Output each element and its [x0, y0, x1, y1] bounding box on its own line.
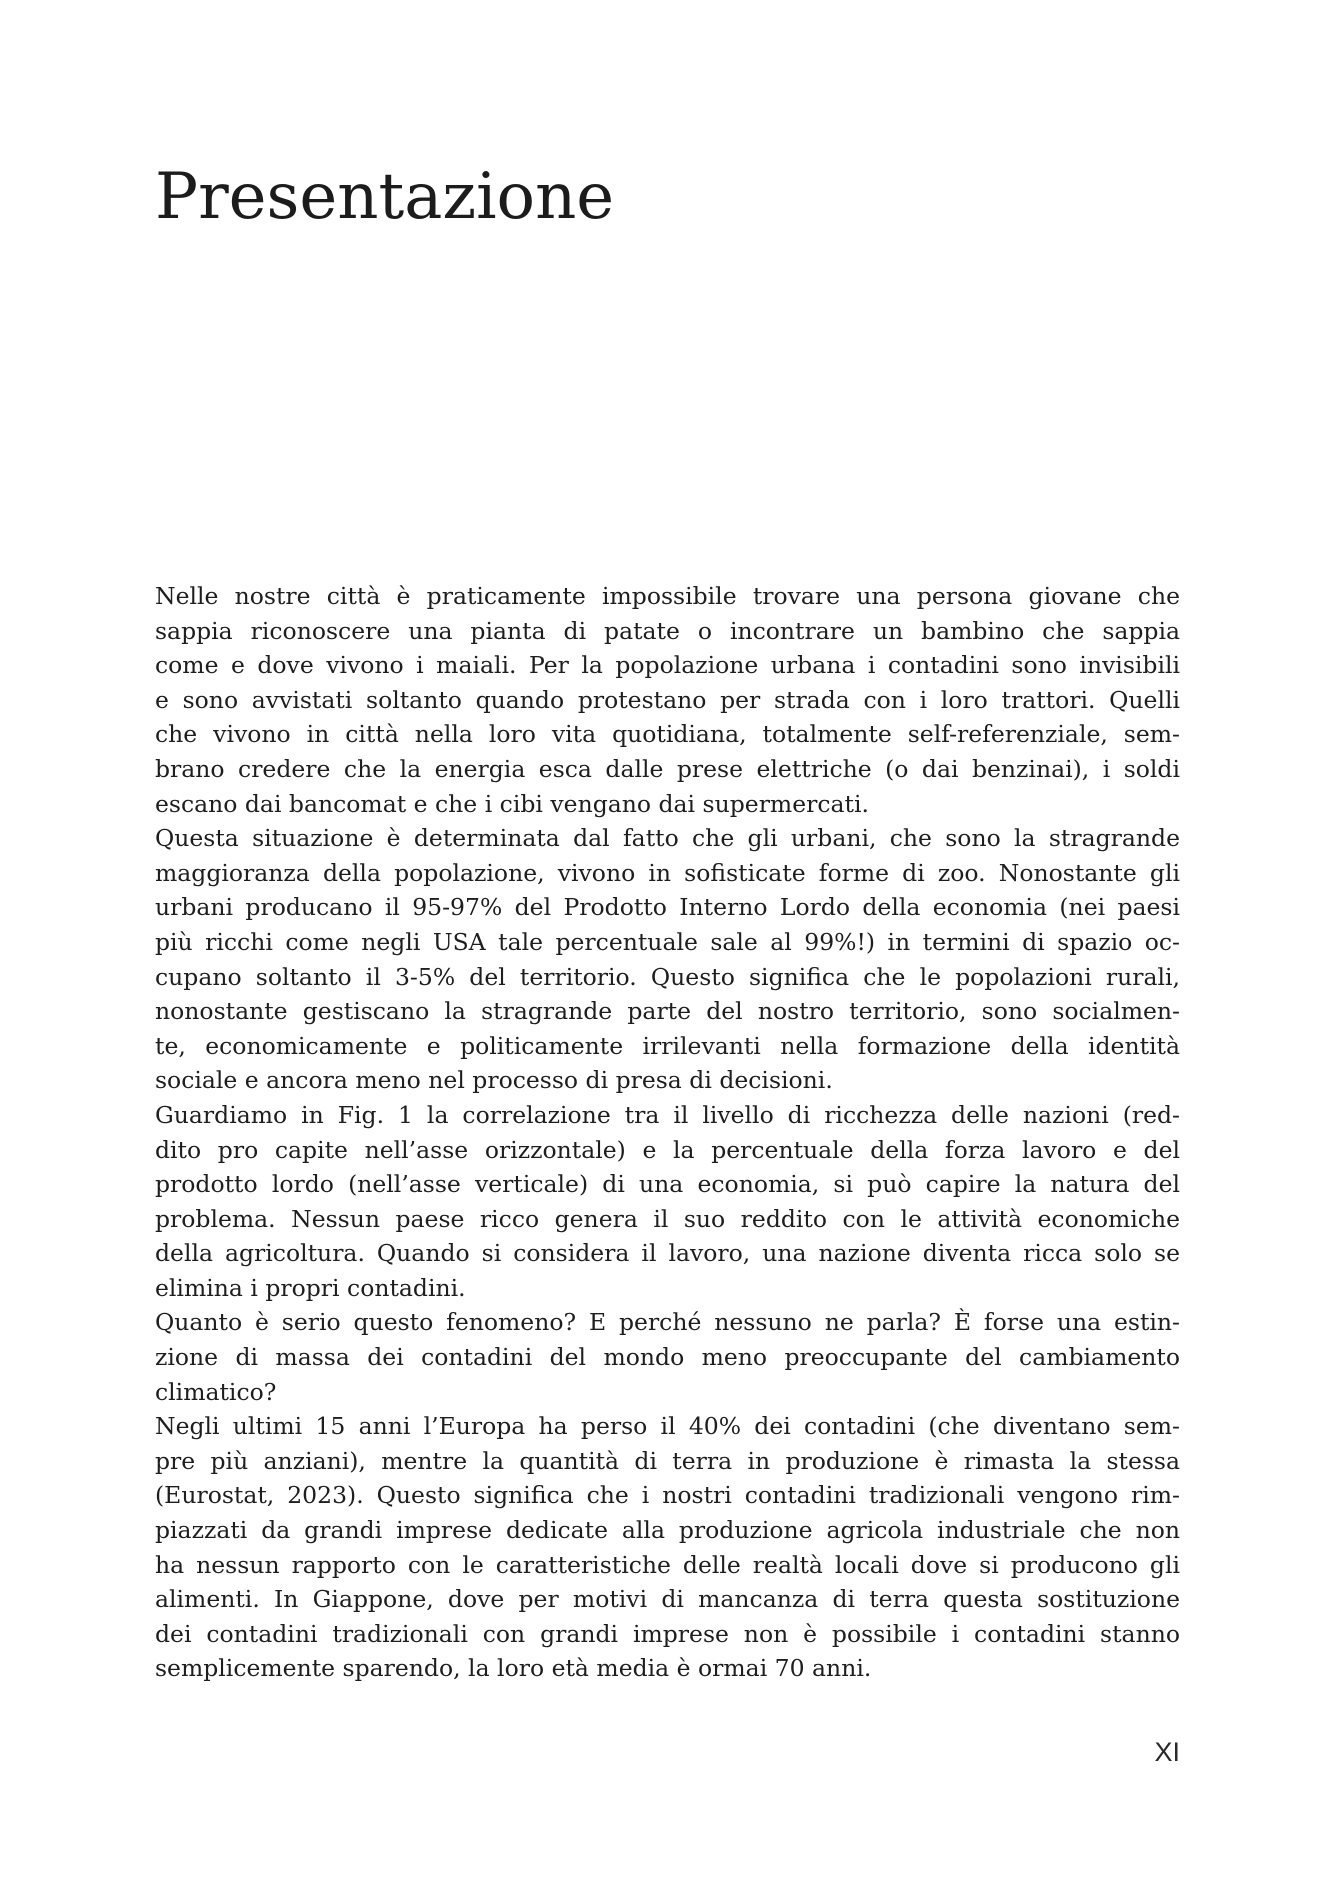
page-title: Presentazione — [155, 160, 615, 234]
page-number: XI — [1154, 1737, 1180, 1767]
text-line: che vivono in città nella loro vita quotidiana, totalmente self-referenziale, sem- — [155, 720, 1180, 749]
text-line: pre più anziani), mentre la quantità di terra in produzione è rimasta la stessa — [155, 1446, 1180, 1475]
text-line: maggioranza della popolazione, vivono in sofisticate forme di zoo. Nonostante gli — [155, 858, 1180, 887]
text-line: e sono avvistati soltanto quando protestano per strada con i loro trattori. Quelli — [155, 685, 1180, 714]
text-line: piazzati da grandi imprese dedicate alla produzione agricola industriale che non — [155, 1516, 1180, 1545]
paragraph-4 — [155, 1305, 1180, 1409]
text-line: cupano soltanto il 3-5% del territorio. Questo significa che le popolazioni rurali, — [155, 962, 1180, 991]
text-line: climatico? — [155, 1377, 277, 1406]
text-line: problema. Nessun paese ricco genera il suo reddito con le attività economiche — [155, 1204, 1180, 1233]
text-line: alimenti. In Giappone, dove per motivi di mancanza di terra questa sostituzione — [155, 1585, 1180, 1614]
text-line: Questa situazione è determinata dal fatto che gli urbani, che sono la stragrande — [155, 824, 1180, 853]
text-line: te, economicamente e politicamente irrilevanti nella formazione della identità — [155, 1031, 1180, 1060]
text-line: sappia riconoscere una pianta di patate o incontrare un bambino che sappia — [155, 616, 1180, 645]
paragraph-3 — [155, 1098, 1180, 1306]
text-line: Negli ultimi 15 anni l’Europa ha perso il 40% dei contadini (che diventano sem- — [155, 1412, 1180, 1441]
text-line: dei contadini tradizionali con grandi imprese non è possibile i contadini stanno — [155, 1619, 1180, 1648]
paragraph-1 — [155, 579, 1180, 821]
paragraph-5 — [155, 1409, 1180, 1686]
text-line: come e dove vivono i maiali. Per la popolazione urbana i contadini sono invisibili — [155, 651, 1180, 680]
text-line: zione di massa dei contadini del mondo meno preoccupante del cambiamento — [155, 1343, 1180, 1372]
text-line: elimina i propri contadini. — [155, 1273, 466, 1302]
text-line: ha nessun rapporto con le caratteristiche delle realtà locali dove si producono gli — [155, 1550, 1180, 1579]
text-line: sociale e ancora meno nel processo di presa di decisioni. — [155, 1066, 833, 1095]
text-line: semplicemente sparendo, la loro età media è ormai 70 anni. — [155, 1654, 872, 1683]
text-line: Nelle nostre città è praticamente impossibile trovare una persona giovane che — [155, 582, 1180, 610]
text-line: della agricoltura. Quando si considera il lavoro, una nazione diventa ricca solo se — [155, 1239, 1180, 1268]
text-line: escano dai bancomat e che i cibi vengano dai supermercati. — [155, 789, 869, 818]
text-line: dito pro capite nell’asse orizzontale) e la percentuale della forza lavoro e del — [155, 1135, 1180, 1164]
text-line: brano credere che la energia esca dalle prese elettriche (o dai benzinai), i soldi — [155, 754, 1180, 783]
text-line: urbani producano il 95-97% del Prodotto Interno Lordo della economia (nei paesi — [155, 893, 1180, 922]
paragraph-2 — [155, 821, 1180, 1098]
text-line: Quanto è serio questo fenomeno? E perché nessuno ne parla? È forse una estin- — [155, 1308, 1180, 1337]
text-line: prodotto lordo (nell’asse verticale) di una economia, si può capire la natura del — [155, 1170, 1180, 1199]
text-line: (Eurostat, 2023). Questo significa che i nostri contadini tradizionali vengono rim- — [155, 1481, 1180, 1510]
body-text — [155, 579, 1180, 1686]
text-line: nonostante gestiscano la stragrande parte del nostro territorio, sono socialmen- — [155, 997, 1180, 1026]
text-line: Guardiamo in Fig. 1 la correlazione tra il livello di ricchezza delle nazioni (red- — [155, 1100, 1180, 1129]
text-line: più ricchi come negli USA tale percentuale sale al 99%!) in termini di spazio oc- — [155, 927, 1180, 956]
